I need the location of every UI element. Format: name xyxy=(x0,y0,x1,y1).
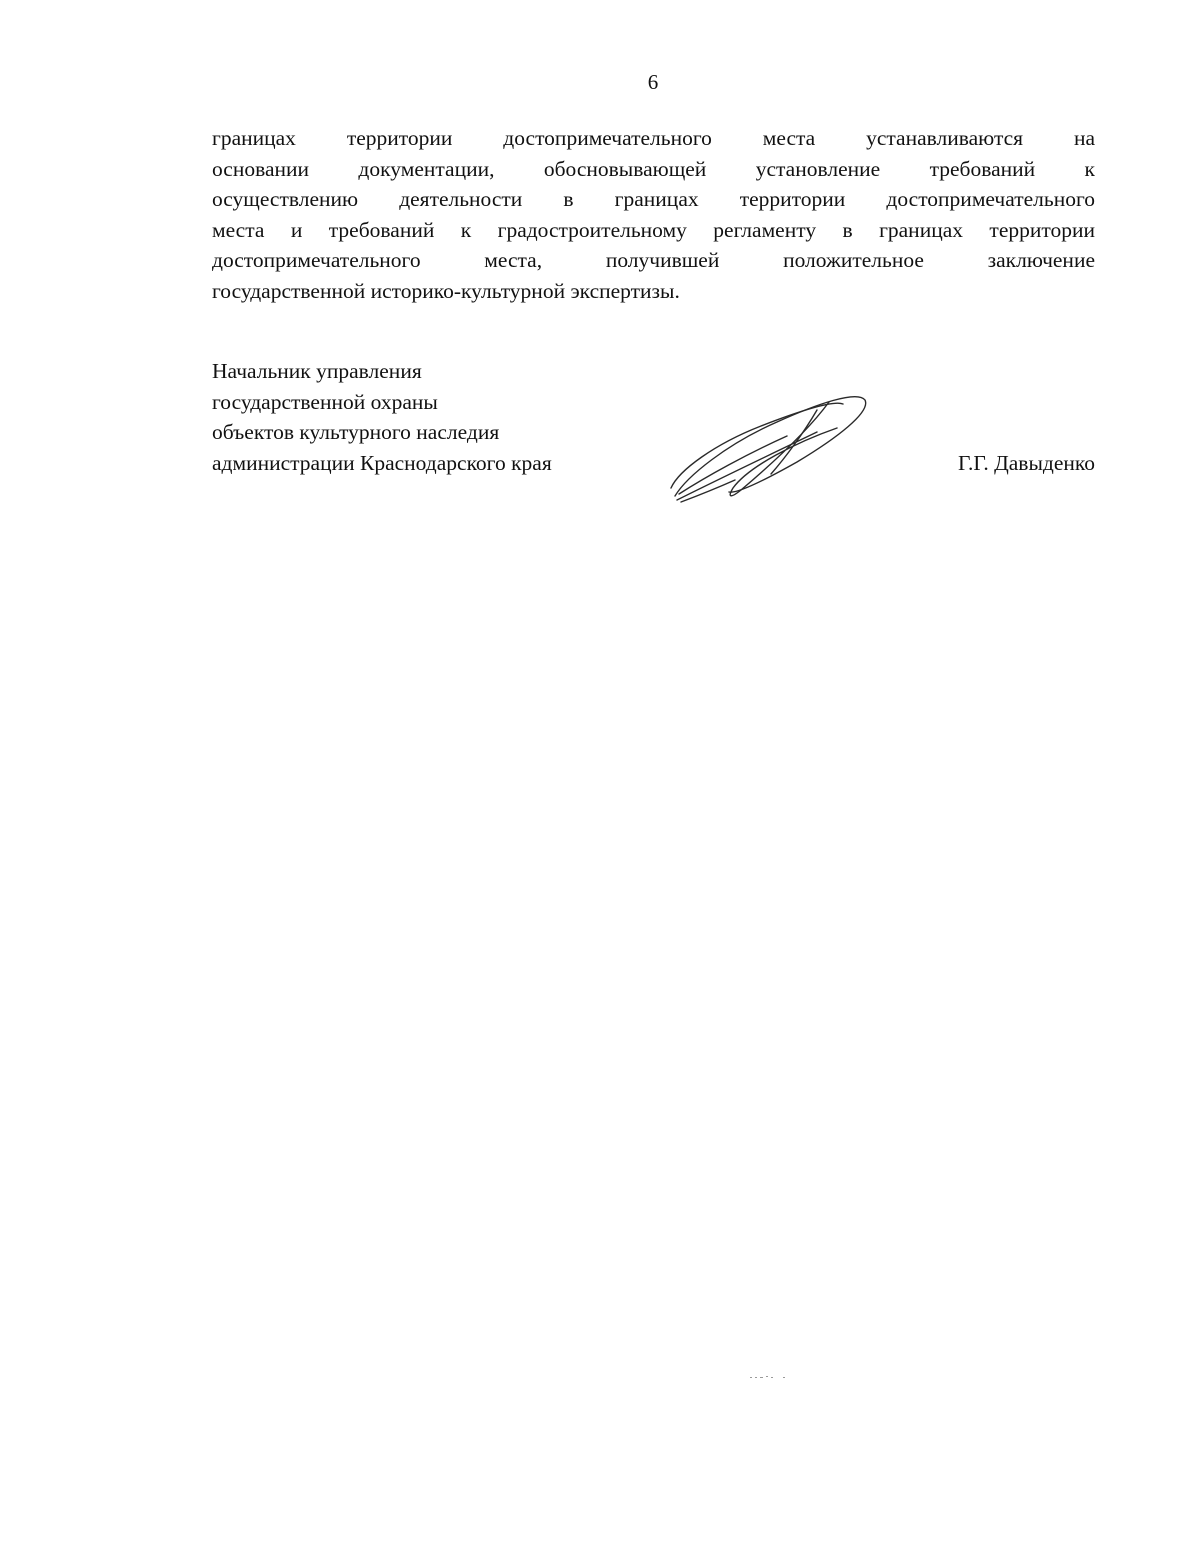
position-line: объектов культурного наследия xyxy=(212,420,500,444)
body-line: достопримечательного места, получившей положительное заключение xyxy=(212,248,1095,272)
signature-block xyxy=(212,356,1095,516)
position-line: государственной охраны xyxy=(212,389,438,414)
position-line: Начальник управления xyxy=(212,359,422,383)
handwritten-signature-icon xyxy=(657,384,867,506)
signatory-name: Г.Г. Давыденко xyxy=(957,450,1095,475)
signatory-position xyxy=(212,356,552,478)
body-line: границах территории достопримечательного места устанавливаются на xyxy=(212,126,1095,150)
scan-artifact xyxy=(750,1376,790,1379)
page-number: 6 xyxy=(647,70,659,94)
body-line: места и требований к градостроительному регламенту в границах территории xyxy=(212,217,1095,242)
body-line: осуществлению деятельности в границах территории достопримечательного xyxy=(212,187,1095,211)
body-paragraph xyxy=(212,123,1095,306)
position-line: администрации Краснодарского края xyxy=(212,450,552,475)
body-line: государственной историко-культурной экспертизы. xyxy=(212,278,680,303)
body-line: основании документации, обосновывающей установление требований к xyxy=(212,156,1095,181)
